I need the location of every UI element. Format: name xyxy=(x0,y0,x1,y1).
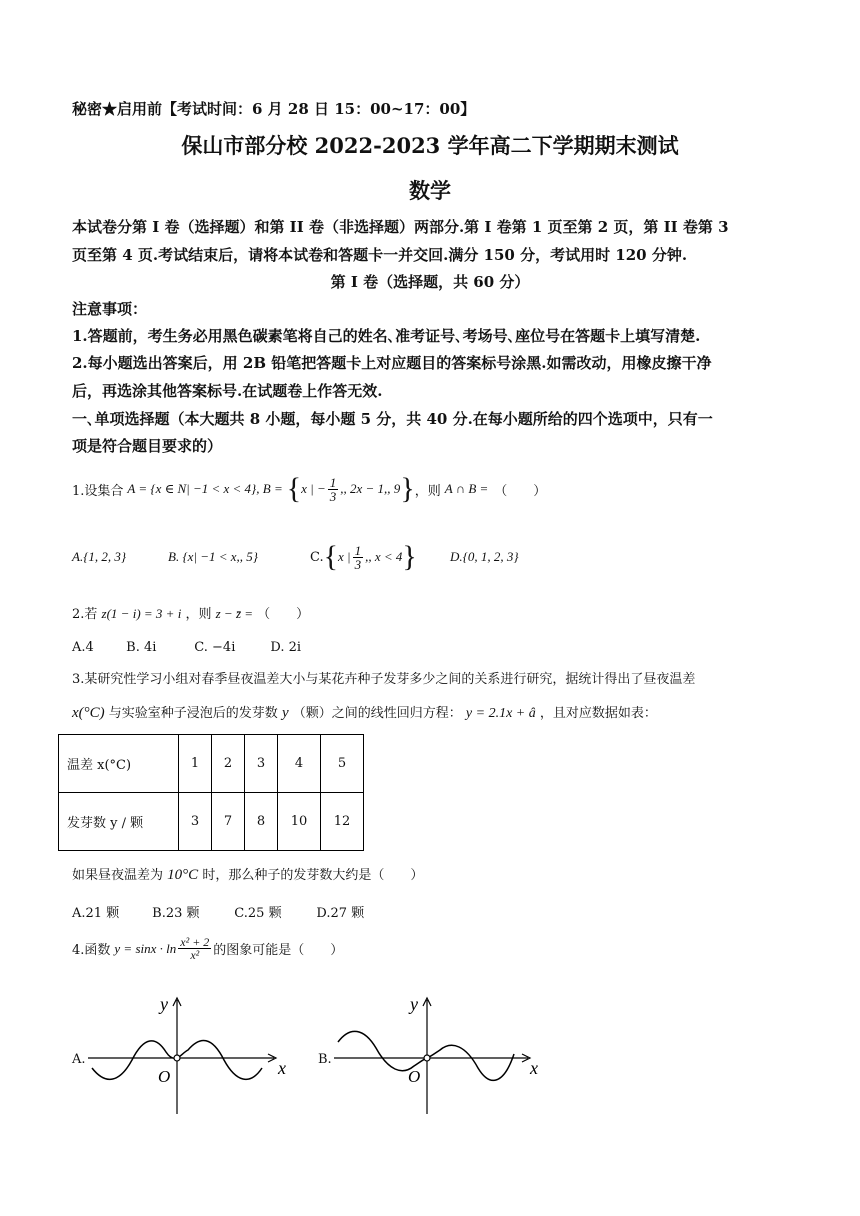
x-axis-label: x xyxy=(530,1058,538,1078)
table-cell: 8 xyxy=(245,793,278,851)
q3-option-b[interactable]: B.23 颗 xyxy=(152,906,200,921)
section1-line-1: 一､单项选择题（本大题共 8 小题，每小题 5 分，共 40 分.在每小题所给的四个选项中，只有一 xyxy=(72,410,713,428)
table-cell: 7 xyxy=(212,793,245,851)
q1-ask: A ∩ B = xyxy=(444,481,489,496)
question-2-stem xyxy=(72,603,309,622)
table-cell: 10 xyxy=(278,793,321,851)
q3-line-1: 3.某研究性学习小组对春季昼夜温差大小与某花卉种子发芽多少之间的关系进行研究，据统计得出了昼夜温差 xyxy=(72,672,696,687)
note-2-line-2: 后，再选涂其他答案标号.在试题卷上作答无效. xyxy=(72,382,383,400)
y-axis-label: y xyxy=(160,994,168,1014)
origin-label: O xyxy=(408,1067,421,1086)
q1-option-c[interactable]: C. { x | $\frac{1}{3}$ ,, x < 4 } xyxy=(310,540,417,573)
table-cell: 3 xyxy=(245,735,278,793)
table-cell: 4 xyxy=(278,735,321,793)
q1-fraction: $\frac{1}{3}$ xyxy=(329,474,337,504)
q2-option-c[interactable]: C. −4i xyxy=(194,640,236,655)
part1-heading: 第 I 卷（选择题，共 60 分） xyxy=(330,273,530,291)
y-axis-label: y xyxy=(410,994,418,1014)
q3-line-2: x(°C) 与实验室种子浸泡后的发芽数 y （颗）之间的线性回归方程： y = 2.1x + â ，且对应数据如表： xyxy=(72,705,657,721)
q1-suffix: ，则 xyxy=(414,483,441,499)
note-2-line-1: 2.每小题选出答案后，用 2B 铅笔把答题卡上对应题目的答案标号涂黑.如需改动，用橡皮擦干净 xyxy=(72,354,712,372)
table-cell: 12 xyxy=(321,793,364,851)
table-cell: 3 xyxy=(179,793,212,851)
table-cell-label: 温差 x(°C) xyxy=(59,735,179,793)
exam-title: 保山市部分校 2022-2023 学年高二下学期期末测试 xyxy=(181,133,679,158)
q2-paren: （ ） xyxy=(257,607,310,622)
q2-stem-mid: ，则 xyxy=(185,607,212,622)
q2-options xyxy=(72,640,301,655)
q2-stem-pre: 2.若 xyxy=(72,607,98,622)
table-cell-label: 发芽数 y / 颗 xyxy=(59,793,179,851)
graph-a-label: A. xyxy=(72,1052,86,1067)
intro-line-1: 本试卷分第 I 卷（选择题）和第 II 卷（非选择题）两部分.第 I 卷第 1 页至第 2 页，第 II 卷第 3 xyxy=(72,218,729,236)
q1-set-a: A = {x ∈ N| −1 < x < 4}, B = xyxy=(127,481,283,496)
x-axis-label: x xyxy=(278,1058,286,1078)
secret-header: 秘密★启用前【考试时间：6 月 28 日 15：00~17：00】 xyxy=(72,100,476,118)
notes-heading: 注意事项： xyxy=(72,300,148,318)
q1-set-b-pre: x | − xyxy=(301,481,326,496)
q1-set-b-post: ,, 2x − 1,, 9 xyxy=(340,481,401,496)
q4-fraction: $\frac{\text{x² + 2}}{\text{x²}}$ xyxy=(180,935,210,962)
question-4-stem: 4.函数 y = sinx · ln $\frac{\text{x² + 2}}{\text{x²}}$ 的图象可能是（ ） xyxy=(72,935,344,962)
q1-paren: （ ） xyxy=(494,483,547,499)
graph-b-label: B. xyxy=(318,1052,332,1067)
q3-option-c[interactable]: C.25 颗 xyxy=(234,906,282,921)
question-1-stem: 1.设集合 A = {x ∈ N| −1 < x < 4}, B = { x | − $\frac{1}{3}$ ,, 2x − 1,, 9 } ，则 A ∩ B = （ ） xyxy=(72,472,547,505)
q2-option-b[interactable]: B. 4i xyxy=(126,640,157,655)
q1-option-a[interactable]: A.{1, 2, 3} xyxy=(72,549,127,564)
section1-line-2: 项是符合题目要求的） xyxy=(72,437,223,455)
table-cell: 2 xyxy=(212,735,245,793)
table-cell: 5 xyxy=(321,735,364,793)
table-row xyxy=(59,793,364,851)
q2-ask: z − z̄ = xyxy=(215,606,254,621)
q3-options xyxy=(72,902,364,921)
q3-option-d[interactable]: D.27 颗 xyxy=(316,906,365,921)
q3-data-table xyxy=(58,734,364,851)
q2-option-a[interactable]: A.4 xyxy=(72,640,94,655)
subject-title: 数学 xyxy=(409,178,451,203)
origin-hole xyxy=(174,1055,180,1061)
q2-option-d[interactable]: D. 2i xyxy=(270,640,302,655)
table-row xyxy=(59,735,364,793)
note-1: 1.答题前，考生务必用黑色碳素笔将自己的姓名､准考证号､考场号､座位号在答题卡上填写清楚. xyxy=(72,327,701,345)
table-cell: 1 xyxy=(179,735,212,793)
q1-option-b[interactable]: B. {x| −1 < x,, 5} xyxy=(168,549,258,564)
q3-option-a[interactable]: A.21 颗 xyxy=(72,906,120,921)
q1-prefix: 1.设集合 xyxy=(72,483,124,499)
q3-follow: 如果昼夜温差为 10°C 时，那么种子的发芽数大约是（ ） xyxy=(72,867,424,883)
graph-b[interactable] xyxy=(332,990,547,1120)
origin-label: O xyxy=(158,1067,171,1086)
q2-expr: z(1 − i) = 3 + i xyxy=(101,606,182,621)
graph-a[interactable] xyxy=(86,990,296,1120)
q1-option-d[interactable]: D.{0, 1, 2, 3} xyxy=(450,549,519,564)
q1-options xyxy=(72,540,519,574)
intro-line-2: 页至第 4 页.考试结束后，请将本试卷和答题卡一并交回.满分 150 分，考试用时 120 分钟. xyxy=(72,246,688,264)
origin-hole xyxy=(424,1055,430,1061)
